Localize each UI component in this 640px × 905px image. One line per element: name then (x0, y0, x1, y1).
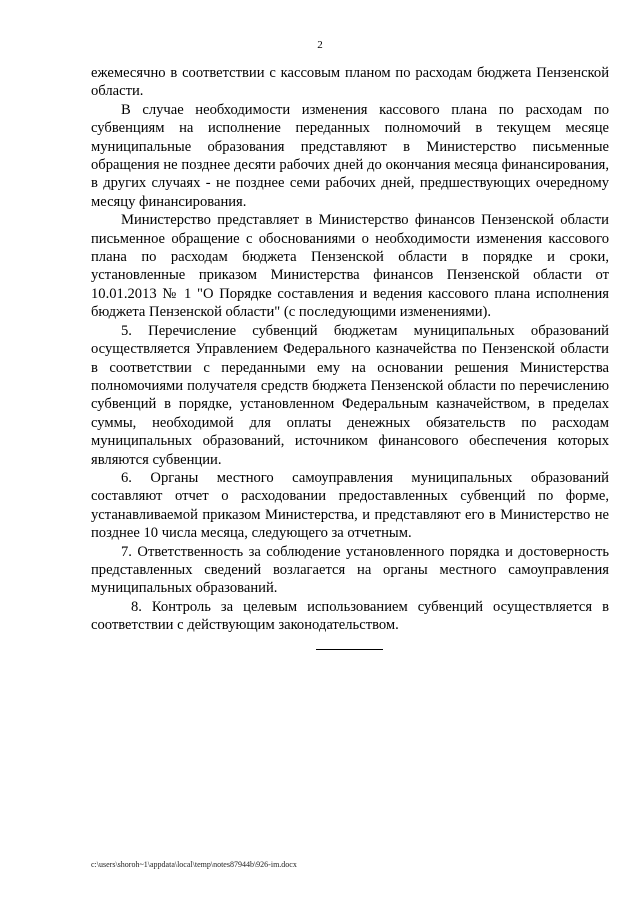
paragraph-continuation: ежемесячно в соответствии с кассовым планом по расходам бюджета Пензенской области. (91, 65, 609, 100)
paragraph-ministry-request: Министерство представляет в Министерство финансов Пензенской области письменное обращение с обоснованиями о необходимости изменения кассового плана по расходам бюджета Пензенской области в порядке и сроки, установленные приказом Министерства финансов Пензенской области от 10.01.2013 № 1 "О Порядке составления и ведения кассового плана исполнения бюджета Пензенской области" (с последующими изменениями). (91, 212, 609, 321)
document-body (91, 64, 609, 635)
paragraph-item-6: 6. Органы местного самоуправления муниципальных образований составляют отчет о расходовании предоставленных субвенций по форме, устанавливаемой приказом Министерства, и представляют его в Министерство не позднее 10 числа месяца, следующего за отчетным. (91, 469, 609, 542)
paragraph-item-7: 7. Ответственность за соблюдение установленного порядка и достоверность представленных сведений возлагается на органы местного самоуправления муниципальных образований. (91, 543, 609, 597)
paragraph-cash-plan-change: В случае необходимости изменения кассового плана по расходам по субвенциям на исполнение переданных полномочий в текущем месяце муниципальные образования представляют в Министерство письменные обращения не позднее десяти рабочих дней до окончания месяца финансирования, в других случаях - не позднее семи рабочих дней, предшествующих очередному месяцу финансирования. (91, 101, 609, 210)
end-separator-line (316, 649, 383, 650)
paragraph-item-8: 8. Контроль за целевым использованием субвенций осуществляется в соответствии с действующим законодательством. (91, 598, 609, 634)
footer-file-path: c:\users\shoroh~1\appdata\local\temp\notes87944b\926-im.docx (91, 860, 297, 869)
paragraph-item-5: 5. Перечисление субвенций бюджетам муниципальных образований осуществляется Управлением Федерального казначейства по Пензенской области в соответствии с переданными ему на основании решения Министерства полномочиями получателя средств бюджета Пензенской области по перечислению субвенций в порядке, установленном Федеральным казначейством, в пределах суммы, необходимой для оплаты денежных обязательств по расходам муниципальных образований, источником финансового обеспечения которых являются субвенции. (91, 322, 609, 468)
page-number: 2 (317, 39, 323, 51)
